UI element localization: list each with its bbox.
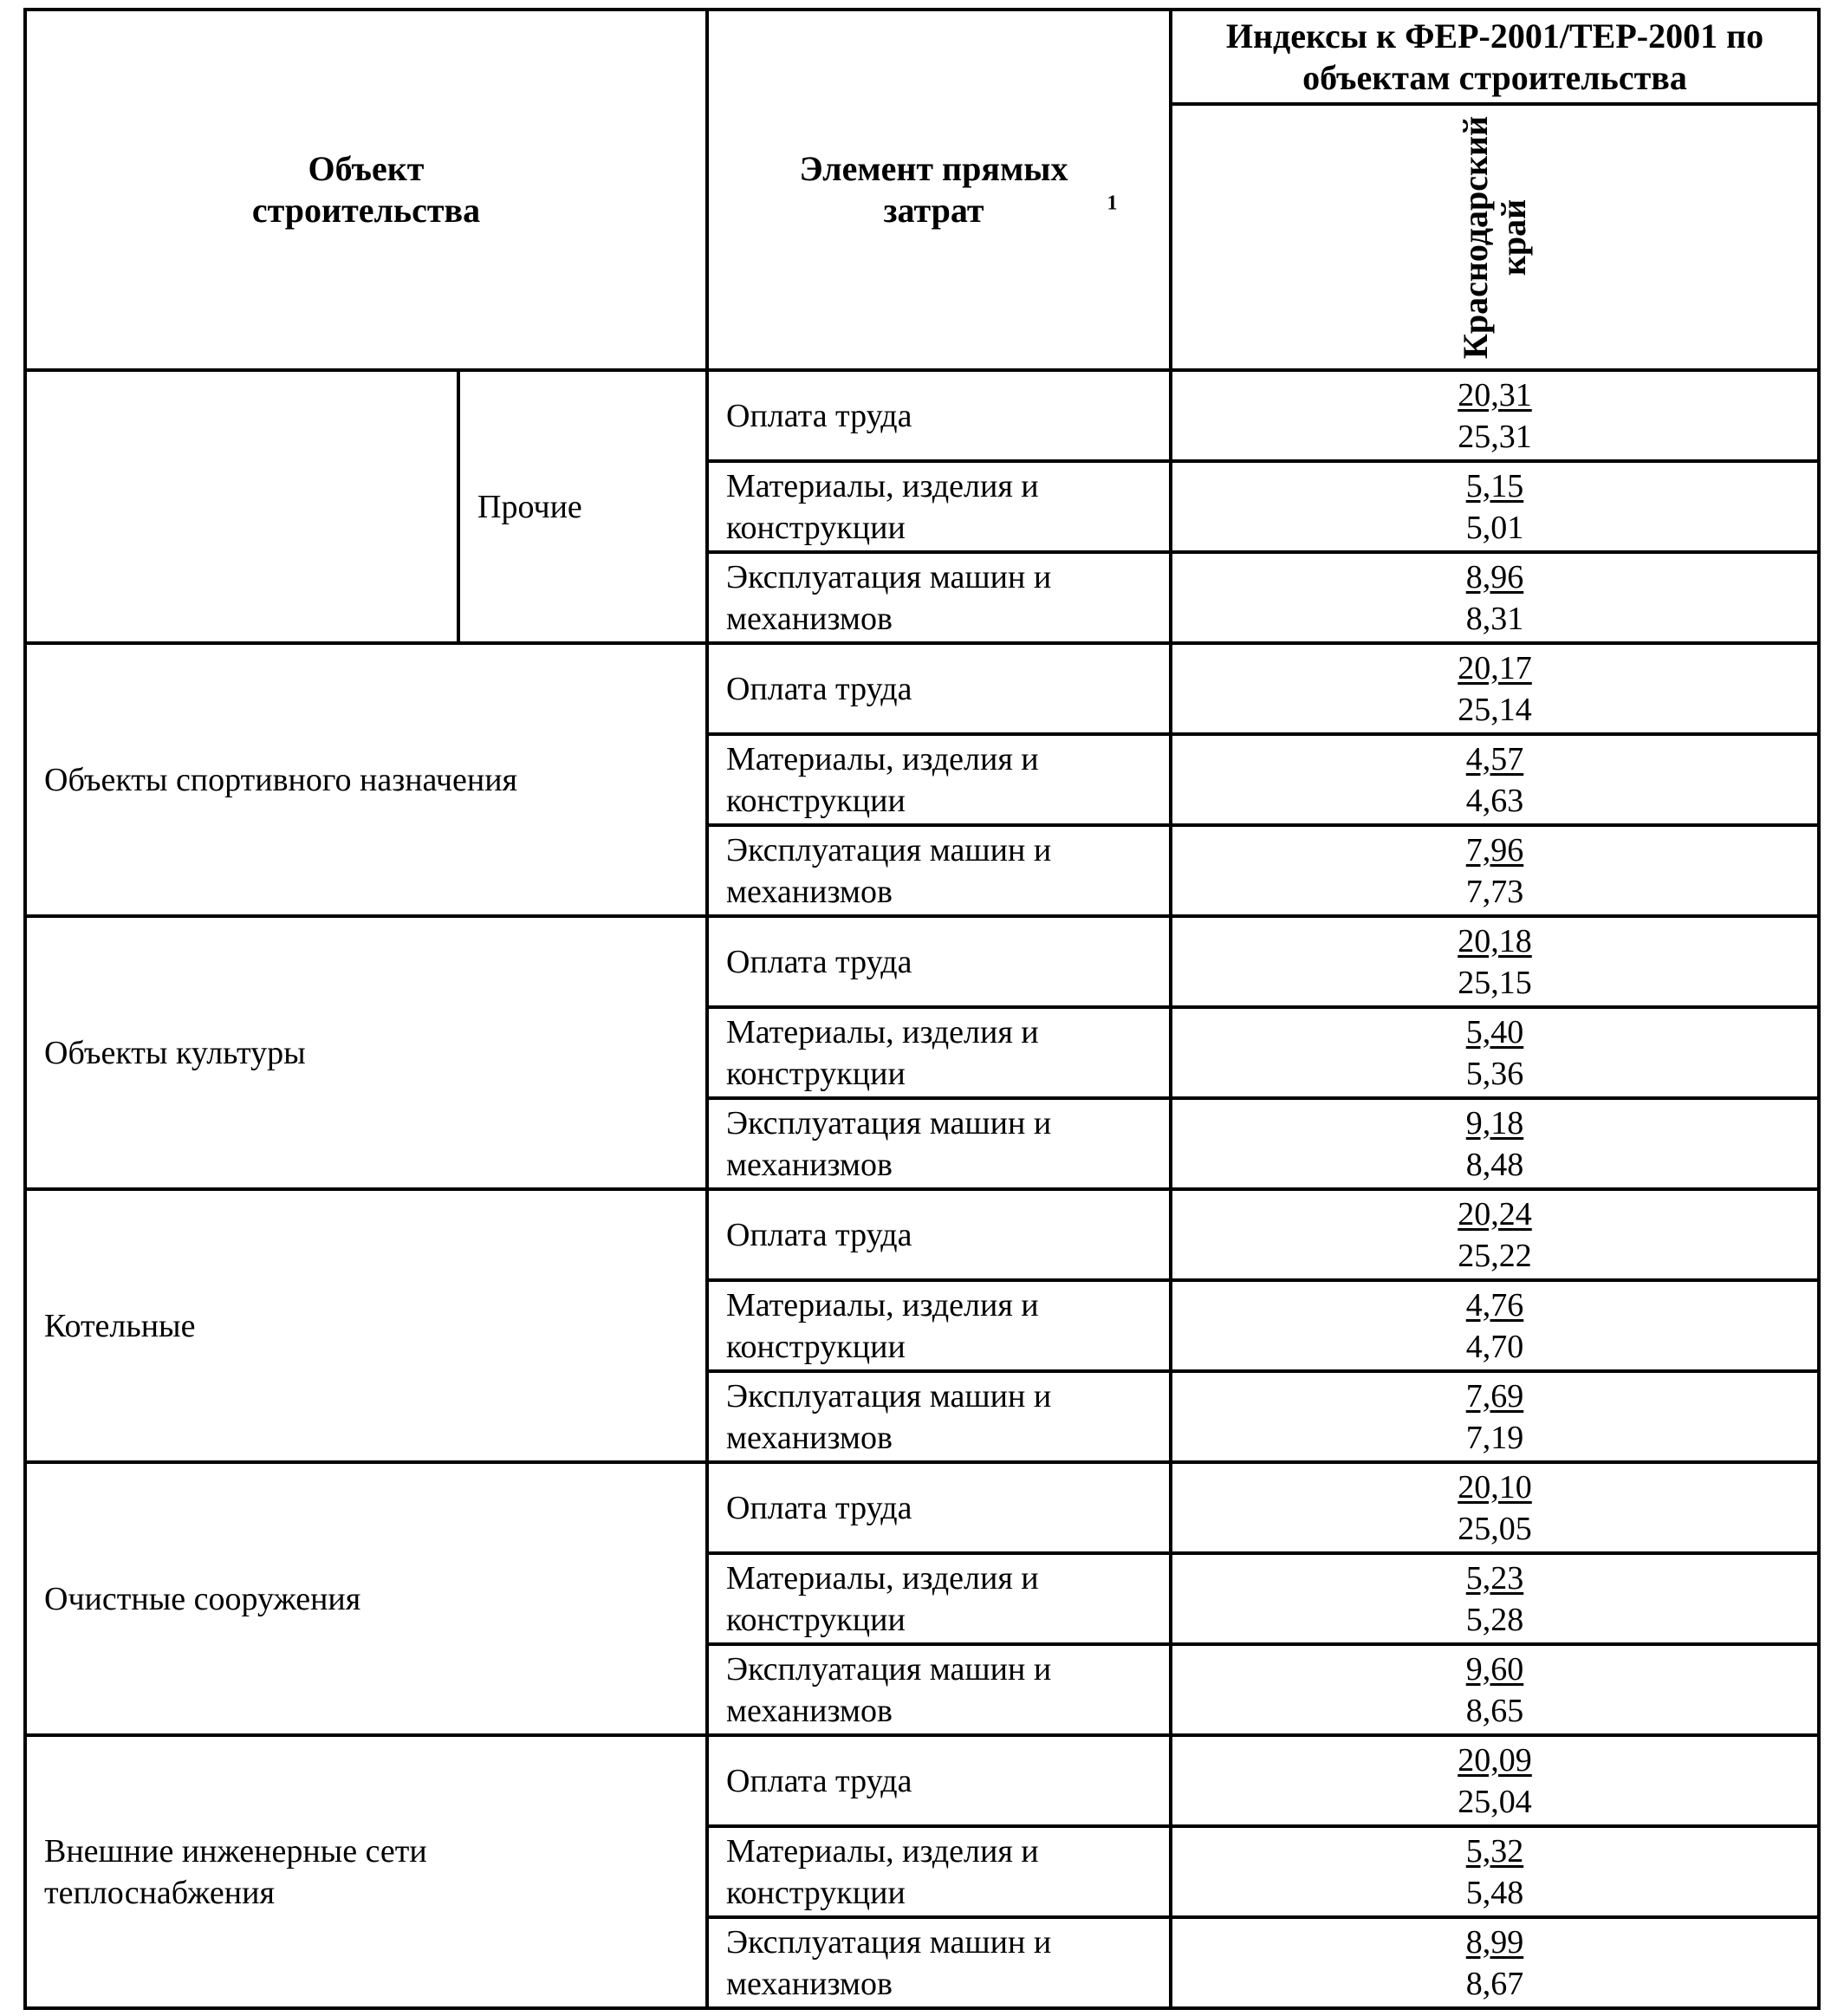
value-top: 4,57 (1465, 740, 1524, 777)
header-element-label: Элемент прямых затрат (799, 149, 1068, 230)
value-cell (1171, 370, 1819, 461)
element-cell: Эксплуатация машин и механизмов (707, 1917, 1171, 2008)
value-cell (1171, 1735, 1819, 1826)
value-top: 9,60 (1465, 1650, 1524, 1688)
value-top: 5,15 (1465, 467, 1524, 504)
header-indices (1171, 10, 1819, 104)
value-cell (1171, 916, 1819, 1007)
value-bottom: 25,15 (1458, 964, 1532, 1001)
value-bottom: 8,67 (1465, 1965, 1524, 2002)
value-top: 7,96 (1465, 831, 1524, 868)
object-cell: Объекты культуры (25, 916, 707, 1189)
element-cell: Эксплуатация машин и механизмов (707, 825, 1171, 916)
value-top: 20,31 (1458, 376, 1532, 413)
element-cell: Оплата труда (707, 370, 1171, 461)
value-bottom: 7,73 (1465, 873, 1524, 910)
index-table (23, 8, 1817, 2002)
object-cell (25, 1735, 707, 2008)
object-cell: Котельные (25, 1189, 707, 1462)
value-bottom: 5,48 (1465, 1874, 1524, 1911)
element-cell: Эксплуатация машин и механизмов (707, 1098, 1171, 1189)
value-top: 8,96 (1465, 558, 1524, 595)
value-bottom: 4,70 (1465, 1328, 1524, 1365)
value-top: 20,09 (1458, 1741, 1532, 1779)
value-bottom: 8,31 (1465, 600, 1524, 637)
element-cell: Оплата труда (707, 1462, 1171, 1553)
object-cell: Очистные сооружения (25, 1462, 707, 1735)
element-cell: Оплата труда (707, 1189, 1171, 1280)
value-top: 5,23 (1465, 1559, 1524, 1597)
value-top: 4,76 (1465, 1286, 1524, 1323)
object-label: Внешние инженерные сети теплоснабжения (44, 1832, 427, 1911)
value-cell (1171, 1189, 1819, 1280)
element-cell: Эксплуатация машин и механизмов (707, 552, 1171, 643)
element-cell: Оплата труда (707, 916, 1171, 1007)
value-top: 20,24 (1458, 1195, 1532, 1232)
header-region (1171, 104, 1819, 370)
value-cell (1171, 1917, 1819, 2008)
subobject-cell: Прочие (458, 370, 707, 643)
element-cell: Эксплуатация машин и механизмов (707, 1371, 1171, 1462)
value-bottom: 25,04 (1458, 1783, 1532, 1820)
value-bottom: 5,28 (1465, 1601, 1524, 1638)
value-cell (1171, 1553, 1819, 1644)
value-top: 9,18 (1465, 1104, 1524, 1141)
value-bottom: 25,05 (1458, 1510, 1532, 1547)
value-cell (1171, 1462, 1819, 1553)
index-table-grid (23, 8, 1821, 2010)
value-cell (1171, 1826, 1819, 1917)
value-bottom: 25,22 (1458, 1237, 1532, 1274)
element-cell: Материалы, изделия и конструкции (707, 734, 1171, 825)
element-cell: Эксплуатация машин и механизмов (707, 1644, 1171, 1735)
value-cell (1171, 1007, 1819, 1098)
header-region-label: Краснодарский край (1456, 115, 1533, 359)
value-top: 7,69 (1465, 1377, 1524, 1414)
value-cell (1171, 1371, 1819, 1462)
object-cell: Объекты спортивного назначения (25, 643, 707, 916)
value-cell (1171, 461, 1819, 552)
element-cell: Оплата труда (707, 643, 1171, 734)
header-object-label: Объект строительства (251, 149, 481, 230)
value-cell (1171, 734, 1819, 825)
value-cell (1171, 825, 1819, 916)
value-bottom: 25,14 (1458, 691, 1532, 728)
value-bottom: 5,01 (1465, 509, 1524, 546)
object-cell (25, 370, 458, 643)
element-cell: Материалы, изделия и конструкции (707, 1280, 1171, 1371)
header-object (25, 10, 707, 370)
value-cell (1171, 552, 1819, 643)
element-cell: Материалы, изделия и конструкции (707, 461, 1171, 552)
value-cell (1171, 1098, 1819, 1189)
value-bottom: 4,63 (1465, 782, 1524, 819)
value-top: 20,17 (1458, 649, 1532, 686)
value-top: 20,18 (1458, 922, 1532, 959)
element-cell: Материалы, изделия и конструкции (707, 1826, 1171, 1917)
header-indices-label: Индексы к ФЕР-2001/ТЕР-2001 по объектам строительства (1225, 16, 1764, 97)
element-cell: Материалы, изделия и конструкции (707, 1553, 1171, 1644)
value-cell (1171, 1280, 1819, 1371)
header-element (707, 10, 1171, 370)
value-bottom: 8,65 (1465, 1692, 1524, 1729)
value-bottom: 5,36 (1465, 1055, 1524, 1092)
value-bottom: 25,31 (1458, 418, 1532, 455)
header-element-footnote: 1 (1107, 192, 1118, 215)
value-top: 20,10 (1458, 1468, 1532, 1505)
element-cell: Оплата труда (707, 1735, 1171, 1826)
value-bottom: 8,48 (1465, 1146, 1524, 1183)
value-cell (1171, 1644, 1819, 1735)
value-top: 5,32 (1465, 1832, 1524, 1870)
value-top: 8,99 (1465, 1923, 1524, 1961)
value-top: 5,40 (1465, 1013, 1524, 1050)
value-bottom: 7,19 (1465, 1419, 1524, 1456)
element-cell: Материалы, изделия и конструкции (707, 1007, 1171, 1098)
value-cell (1171, 643, 1819, 734)
